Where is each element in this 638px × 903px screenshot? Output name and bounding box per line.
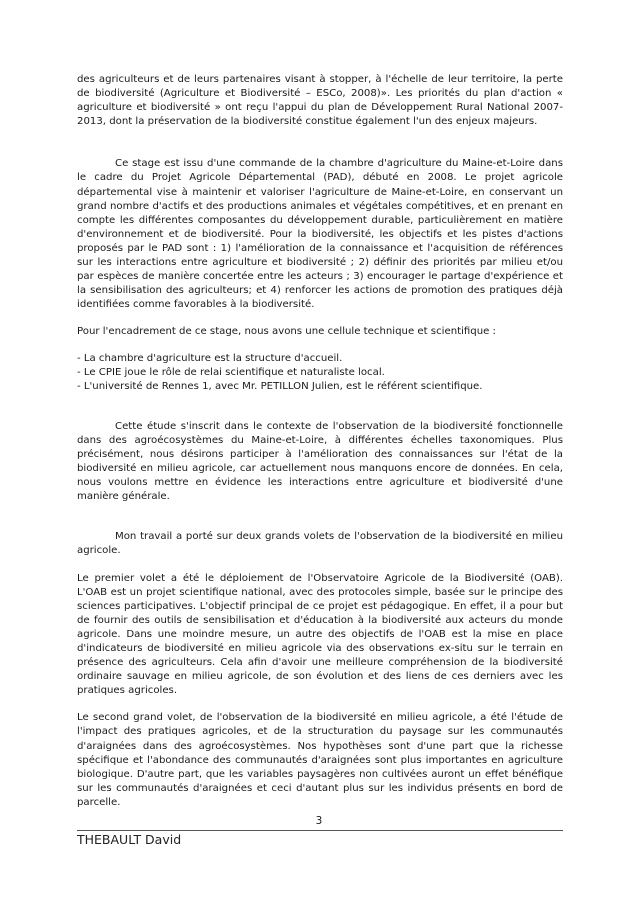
- list-item: - L'université de Rennes 1, avec Mr. PETILLON Julien, est le référent scientifique.: [77, 380, 483, 392]
- paragraph-supervision-intro: Pour l'encadrement de ce stage, nous avons une cellule technique et scientifique :: [77, 326, 496, 338]
- paragraph-second-part: Le second grand volet, de l'observation de la biodiversité en milieu agricole, a été l'étude de l'impact des pratiques agricoles, et de la structuration du paysage sur les communautés d'araignées dans des agroécosystèmes. Nos hypothèses sont d'une part que la richesse spécifique et l'abondance des communautés d'araignées sont plus importantes en agriculture biologique. D'autre part, que les variables paysagères non cultivées auront un effet bénéfique sur les communautés d'araignées et ceci d'autant plus sur les individus présents en bord de parcelle.: [77, 712, 563, 808]
- paragraph-work-overview: Mon travail a porté sur deux grands volets de l'observation de la biodiversité en milieu agricole.: [77, 531, 563, 557]
- footer-author: THEBAULT David: [77, 832, 182, 847]
- supervision-list: [77, 352, 563, 394]
- list-item: - La chambre d'agriculture est la structure d'accueil.: [77, 352, 343, 364]
- footer-divider: [77, 830, 563, 831]
- list-item: - Le CPIE joue le rôle de relai scientifique et naturaliste local.: [77, 366, 385, 378]
- paragraph-first-part: Le premier volet a été le déploiement de l'Observatoire Agricole de la Biodiversité (OAB). L'OAB est un projet scientifique national, avec des protocoles simple, basée sur le principe des sciences participatives. L'objectif principal de ce projet est pédagogique. En effet, il a pour but de fournir des outils de sensibilisation et d'éducation à la biodiversité aux acteurs du monde agricole. Dans une moindre mesure, un autre des objectifs de l'OAB est la mise en place d'indicateurs de biodiversité en milieu agricole via des observations ex-situ sur le terrain en présence des agriculteurs. Cela afin d'avoir une meilleure compréhension de la biodiversité ordinaire sauvage en milieu agricole, de son évolution et des liens de ces derniers avec les pratiques agricoles.: [77, 572, 563, 697]
- paragraph-study-context: Cette étude s'inscrit dans le contexte de l'observation de la biodiversité fonctionnelle dans des agroécosystèmes du Maine-et-Loire, à différentes échelles taxonomiques. Plus précisément, nous désirons participer à l'amélioration des connaissances sur l'état de la biodiversité en milieu agricole, car actuellement nous manquons encore de données. En cela, nous voulons mettre en évidence les interactions entre agriculture et biodiversité d'une manière générale.: [77, 420, 563, 503]
- body-text: [77, 73, 563, 810]
- paragraph-stage-origin: Ce stage est issu d'une commande de la chambre d'agriculture du Maine-et-Loire dans le cadre du Projet Agricole Départemental (PAD), débuté en 2008. Le projet agricole départemental vise à maintenir et valoriser l'agriculture de Maine-et-Loire, en conservant un grand nombre d'actifs et des productions animales et végétales compétitives, et en prenant en compte les différentes composantes du développement durable, particulièrement en matière d'environnement et de biodiversité. Pour la biodiversité, les objectifs et les pistes d'actions proposés par le PAD sont : 1) l'amélioration de la connaissance et l'acquisition de références sur les interactions entre agriculture et biodiversité ; 2) définir des priorités par milieu et/ou par espèces de manière concertée entre les acteurs ; 3) encourager le partage d'expérience et la sensibilisation des agriculteurs; et 4) renforcer les actions de promotion des pratiques déjà identifiées comme favorables à la biodiversité.: [77, 158, 563, 311]
- paragraph-continuation: des agriculteurs et de leurs partenaires visant à stopper, à l'échelle de leur territoire, la perte de biodiversité (Agriculture et Biodiversité – ESCo, 2008)». Les priorités du plan d'action « agriculture et biodiversité » ont reçu l'appui du plan de Développement Rural National 2007-2013, dont la préservation de la biodiversité constitue également l'un des enjeux majeurs.: [77, 74, 563, 128]
- page-number: 3: [315, 815, 323, 827]
